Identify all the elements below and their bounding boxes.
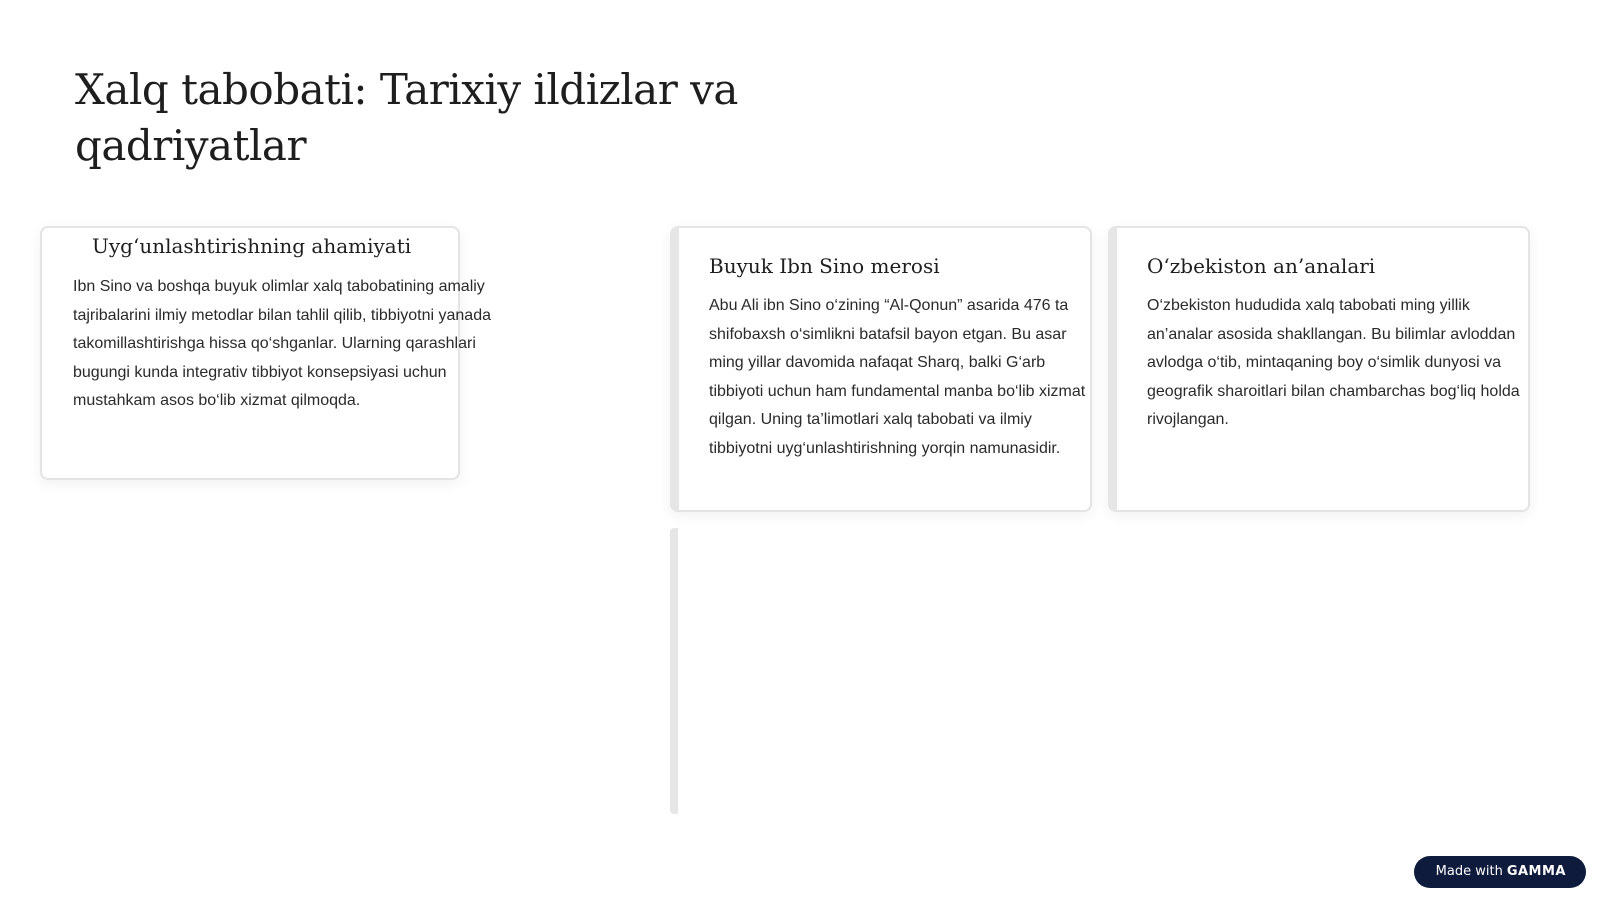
card-harmonization-importance [40, 226, 491, 480]
card-body: O‘zbekiston hududida xalq tabobati ming yillik an’analar asosida shakllangan. Bu bilimlar avloddan avlodga o‘tib, mintaqaning boy o‘simlik dunyosi va geografik sharoitlari bilan chambarchas bog‘liq holda rivojlangan. [1147, 297, 1520, 428]
card-body: Ibn Sino va boshqa buyuk olimlar xalq tabobatining amaliy tajribalarini ilmiy metodlar bilan tahlil qilib, tibbiyotni yanada takomillashtirishga hissa qo‘shganlar. Ularning qarashlari bugungi kunda integrativ tibbiyot konsepsiyasi uchun mustahkam asos bo‘lib xizmat qilmoqda. [73, 278, 491, 409]
page-title: Xalq tabobati: Tarixiy ildizlar va qadriyatlar [75, 65, 738, 170]
card-body: Abu Ali ibn Sino o‘zining “Al-Qonun” asarida 476 ta shifobaxsh o‘simlikni batafsil bayon etgan. Bu asar ming yillar davomida nafaqat Sharq, balki G‘arb tibbiyoti uchun ham fundamental manba bo‘lib xizmat qilgan. Uning ta’limotlari xalq tabobati va ilmiy tibbiyotni uyg‘unlashtirishning yorqin namunasidir. [709, 297, 1086, 457]
card-heading: Buyuk Ibn Sino merosi [709, 254, 940, 278]
card-heading: O‘zbekiston an’analari [1147, 254, 1376, 278]
made-with-gamma-badge[interactable] [1414, 856, 1586, 888]
empty-card-accent-bar [670, 528, 678, 814]
card-ibn-sino-legacy [670, 226, 1092, 512]
card-heading: Uyg‘unlashtirishning ahamiyati [92, 234, 412, 258]
gamma-logo: GAMMA [1506, 864, 1566, 879]
badge-prefix: Made with [1435, 864, 1503, 879]
card-uzbekistan-traditions [1108, 226, 1530, 512]
